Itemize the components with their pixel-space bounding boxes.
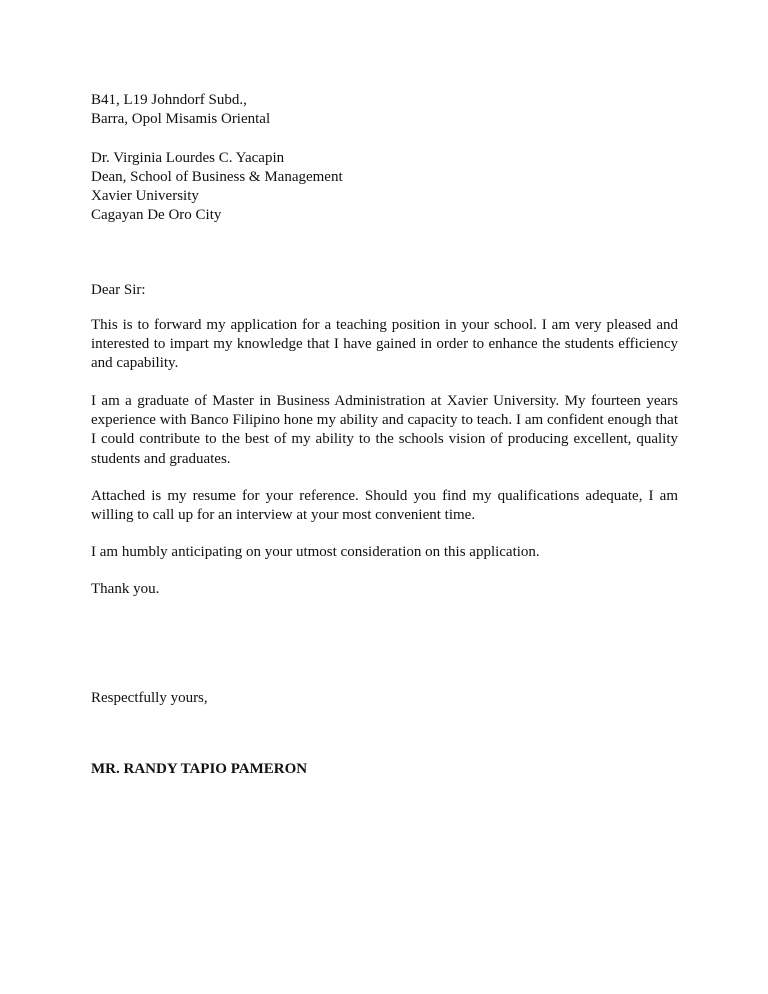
signature-name: MR. RANDY TAPIO PAMERON [91,761,308,777]
closing-line: Respectfully yours, [91,690,208,706]
thanks-line: Thank you. [91,581,160,597]
salutation: Dear Sir: [91,282,146,298]
recipient-title: Dean, School of Business & Management [91,169,343,185]
sender-address-line-1: B41, L19 Johndorf Subd., [91,92,247,108]
sender-address-line-2: Barra, Opol Misamis Oriental [91,111,271,127]
letter-page [91,0,678,994]
body-paragraph-4: I am humbly anticipating on your utmost consideration on this application. [91,544,540,560]
body-paragraph-2: I am a graduate of Master in Business Administration at Xavier University. My fourteen years experience with Banco Filipino hone my ability and capacity to teach. I am confident enough that I could contribute to the best of my ability to the schools vision of producing excellent, quality students and graduates. [91,393,678,467]
recipient-name: Dr. Virginia Lourdes C. Yacapin [91,150,285,166]
body-paragraph-3: Attached is my resume for your reference. Should you find my qualifications adequate, I am willing to call up for an interview at your most convenient time. [91,488,678,524]
recipient-institution: Xavier University [91,188,199,204]
recipient-city: Cagayan De Oro City [91,207,222,223]
body-paragraph-1: This is to forward my application for a teaching position in your school. I am very pleased and interested to impart my knowledge that I have gained in order to enhance the students efficiency and capability. [91,317,678,372]
